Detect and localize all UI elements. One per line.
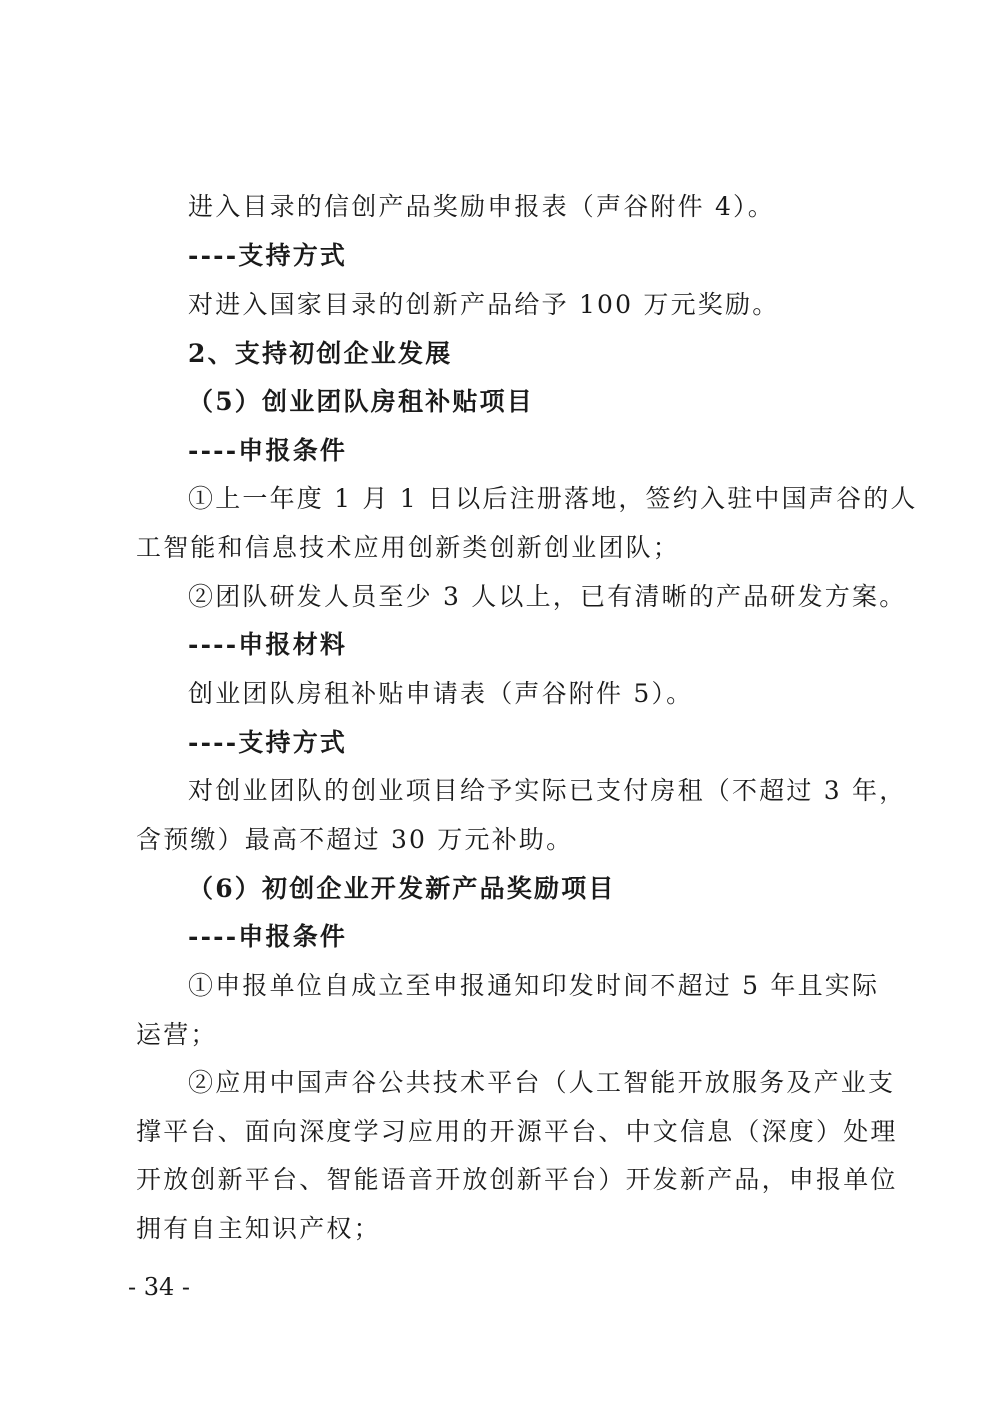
- paragraph-line: 含预缴）最高不超过 30 万元补助。: [136, 825, 574, 854]
- section-label-support-method: ----支持方式: [188, 241, 348, 270]
- paragraph-line: 创业团队房租补贴申请表（声谷附件 5）。: [188, 679, 694, 708]
- paragraph-line: 运营；: [136, 1020, 218, 1049]
- paragraph-line: 对进入国家目录的创新产品给予 100 万元奖励。: [188, 290, 780, 319]
- paragraph-line: ①申报单位自成立至申报通知印发时间不超过 5 年且实际: [188, 971, 880, 1000]
- section-label-conditions: ----申报条件: [188, 436, 348, 465]
- paragraph-line: 工智能和信息技术应用创新类创新创业团队；: [136, 533, 681, 562]
- page-number: - 34 -: [128, 1273, 191, 1301]
- paragraph-line: 对创业团队的创业项目给予实际已支付房租（不超过 3 年，: [188, 776, 907, 805]
- section-label-support-method: ----支持方式: [188, 728, 348, 757]
- paragraph-line: ①上一年度 1 月 1 日以后注册落地，签约入驻中国声谷的人: [188, 484, 918, 513]
- subsection-heading: （5）创业团队房租补贴项目: [188, 387, 534, 416]
- paragraph-line: 撑平台、面向深度学习应用的开源平台、中文信息（深度）处理: [136, 1117, 898, 1146]
- subsection-heading: （6）初创企业开发新产品奖励项目: [188, 874, 616, 903]
- paragraph-line: 进入目录的信创产品奖励申报表（声谷附件 4）。: [188, 192, 775, 221]
- paragraph-line: 拥有自主知识产权；: [136, 1214, 381, 1243]
- section-label-conditions: ----申报条件: [188, 922, 348, 951]
- section-heading: 2、支持初创企业发展: [188, 339, 453, 368]
- section-label-materials: ----申报材料: [188, 630, 348, 659]
- paragraph-line: ②团队研发人员至少 3 人以上，已有清晰的产品研发方案。: [188, 582, 907, 611]
- paragraph-line: ②应用中国声谷公共技术平台（人工智能开放服务及产业支: [188, 1068, 896, 1097]
- paragraph-line: 开放创新平台、智能语音开放创新平台）开发新产品，申报单位: [136, 1165, 898, 1194]
